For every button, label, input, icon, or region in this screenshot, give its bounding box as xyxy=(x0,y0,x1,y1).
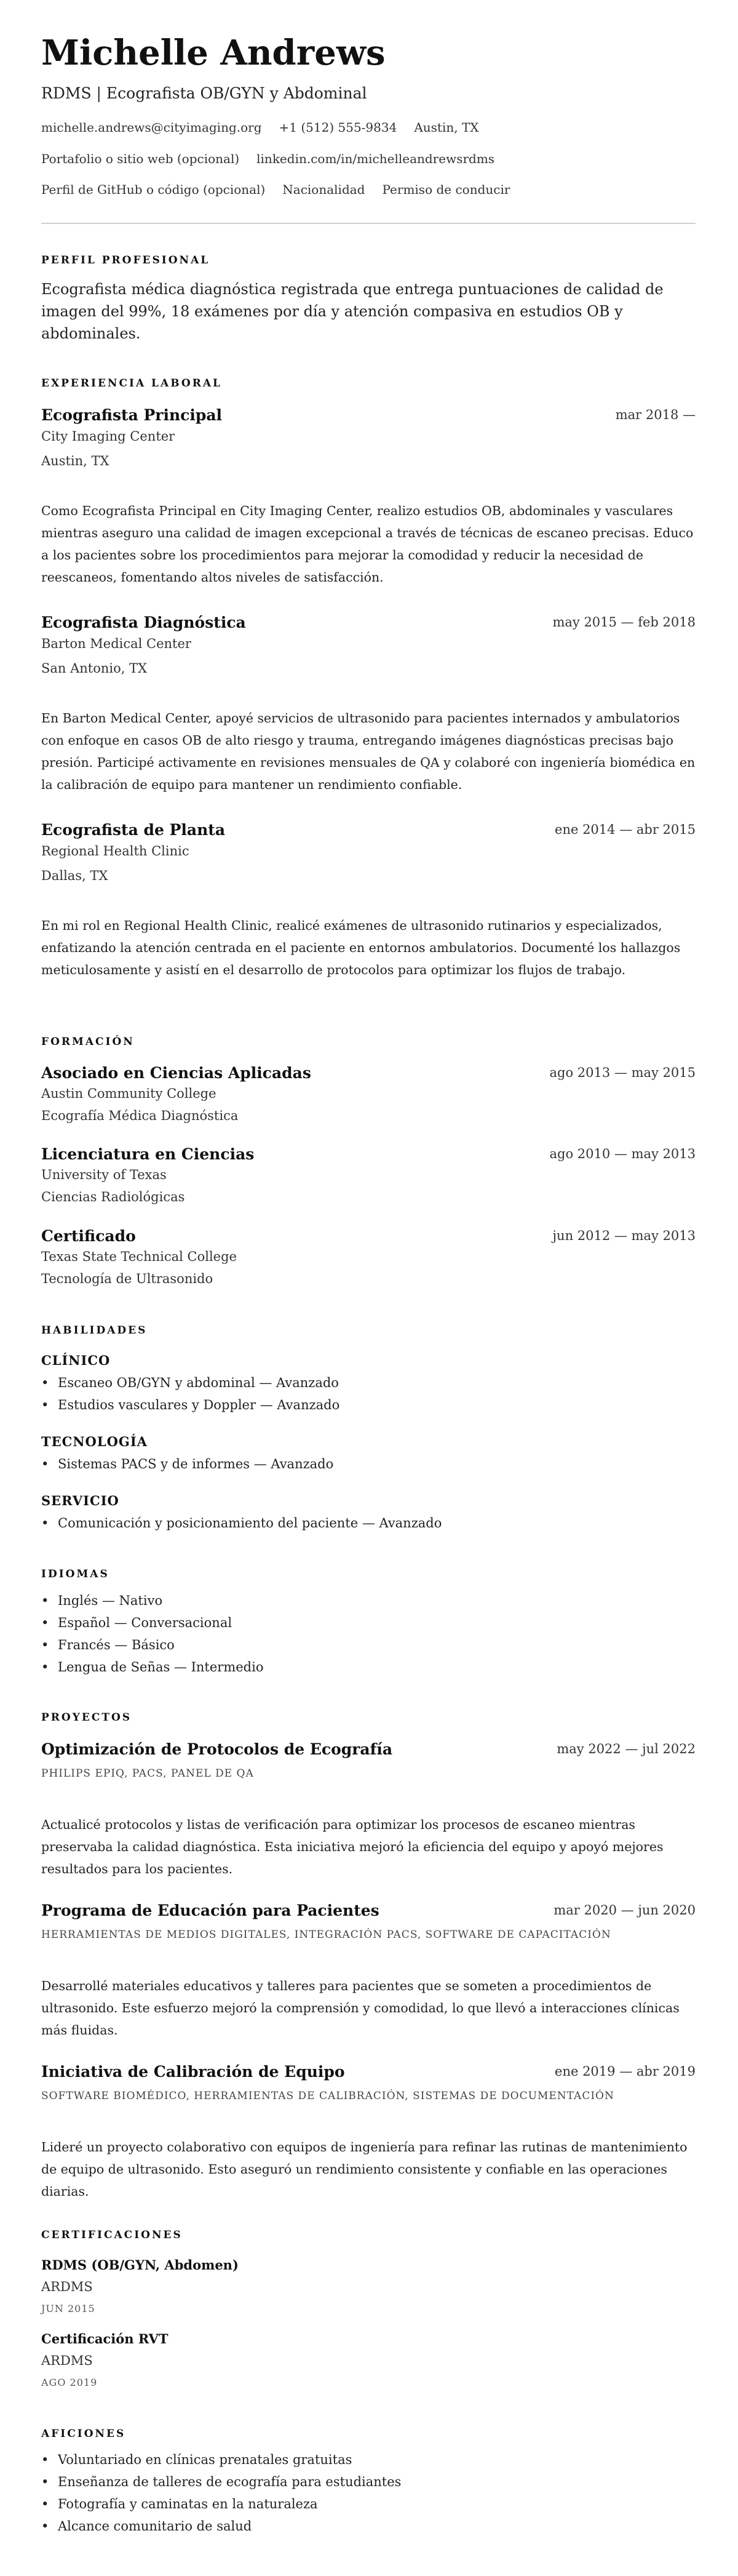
contact-row-primary xyxy=(41,120,496,135)
education-date: ago 2013 — may 2015 xyxy=(549,1065,696,1080)
project-tags: HERRAMIENTAS DE MEDIOS DIGITALES, INTEGRACIÓN PACS, SOFTWARE DE CAPACITACIÓN xyxy=(41,1929,611,1941)
certification-title: Certificación RVT xyxy=(41,2331,169,2346)
project-description: Lideré un proyecto colaborativo con equipos de ingeniería para refinar las rutinas de mantenimiento de equipo de ultrasonido. Esto aseguró un rendimiento consistente y confiable en las operaciones diarias. xyxy=(41,2140,688,2199)
project-tags: PHILIPS EPIQ, PACS, PANEL DE QA xyxy=(41,1767,254,1780)
experience-location: Austin, TX xyxy=(41,454,109,468)
contact-email[interactable]: michelle.andrews@cityimaging.org xyxy=(41,120,262,135)
project-title: Programa de Educación para Pacientes xyxy=(41,1902,379,1919)
education-degree: Asociado en Ciencias Aplicadas xyxy=(41,1064,311,1082)
experience-organization: Regional Health Clinic xyxy=(41,844,189,858)
languages-heading: IDIOMAS xyxy=(41,1568,109,1580)
projects-heading: PROYECTOS xyxy=(41,1711,132,1724)
experience-title: Ecografista Diagnóstica xyxy=(41,614,246,631)
education-date: jun 2012 — may 2013 xyxy=(552,1228,696,1243)
language-item: • Lengua de Señas — Intermedio xyxy=(58,1660,263,1675)
project-title: Iniciativa de Calibración de Equipo xyxy=(41,2063,345,2081)
education-degree: Licenciatura en Ciencias xyxy=(41,1145,255,1163)
contact-location: Austin, TX xyxy=(414,120,479,135)
contact-row-links xyxy=(41,151,512,166)
contact-github[interactable]: Perfil de GitHub o código (opcional) xyxy=(41,182,266,197)
education-school: Austin Community College xyxy=(41,1086,216,1101)
experience-heading: EXPERIENCIA LABORAL xyxy=(41,377,222,390)
experience-description: Como Ecografista Principal en City Imaging Center, realizo estudios OB, abdominales y vasculares mientras aseguro una calidad de imagen excepcional a través de técnicas de escaneo precisas. Educo a los pacientes sobre los procedimientos para mejorar la comodidad y reducir la necesidad de reescaneos, fomentando altos niveles de satisfacción. xyxy=(41,503,694,585)
candidate-headline: RDMS | Ecografista OB/GYN y Abdominal xyxy=(41,84,367,102)
language-item: • Español — Conversacional xyxy=(58,1615,232,1631)
project-date: may 2022 — jul 2022 xyxy=(557,1742,696,1756)
experience-location: Dallas, TX xyxy=(41,868,108,883)
header-divider xyxy=(41,223,696,224)
education-field: Ciencias Radiológicas xyxy=(41,1190,185,1204)
experience-description: En Barton Medical Center, apoyé servicios de ultrasonido para pacientes internados y ambulatorios con enfoque en casos OB de alto riesgo y trauma, entregando imágenes diagnósticas precisas bajo presión. Participé activamente en revisiones mensuales de QA y colaboré con ingeniería biomédica en la calibración de equipo para mantener un rendimiento confiable. xyxy=(41,711,696,792)
hobby-item: • Alcance comunitario de salud xyxy=(58,2519,252,2534)
hobbies-heading: AFICIONES xyxy=(41,2428,126,2440)
experience-organization: City Imaging Center xyxy=(41,429,175,444)
project-description: Actualicé protocolos y listas de verificación para optimizar los procesos de escaneo mientras preservaba la calidad diagnóstica. Esta iniciativa mejoró la eficiencia del equipo y apoyó mejores resultados para los pacientes. xyxy=(41,1817,664,1876)
experience-location: San Antonio, TX xyxy=(41,661,148,676)
language-item: • Inglés — Nativo xyxy=(58,1593,162,1609)
project-tags: SOFTWARE BIOMÉDICO, HERRAMIENTAS DE CALIBRACIÓN, SISTEMAS DE DOCUMENTACIÓN xyxy=(41,2090,614,2102)
contact-portfolio[interactable]: Portafolio o sitio web (opcional) xyxy=(41,151,240,166)
contact-phone[interactable]: +1 (512) 555-9834 xyxy=(279,120,397,135)
certifications-heading: CERTIFICACIONES xyxy=(41,2229,183,2241)
project-date: mar 2020 — jun 2020 xyxy=(554,1903,696,1918)
experience-description: En mi rol en Regional Health Clinic, realicé exámenes de ultrasonido rutinarios y especializados, enfatizando la atención centrada en el paciente en entornos ambulatorios. Documenté los hallazgos meticulosamente y asistí en el desarrollo de protocolos para optimizar los flujos de trabajo. xyxy=(41,918,681,977)
experience-organization: Barton Medical Center xyxy=(41,636,191,651)
skill-item: • Escaneo OB/GYN y abdominal — Avanzado xyxy=(58,1375,339,1391)
skill-item: • Estudios vasculares y Doppler — Avanzado xyxy=(58,1398,339,1413)
skill-item: • Sistemas PACS y de informes — Avanzado xyxy=(58,1457,333,1472)
hobby-item: • Fotografía y caminatas en la naturaleza xyxy=(58,2497,318,2512)
contact-linkedin[interactable]: linkedin.com/in/michelleandrewsrdms xyxy=(256,151,495,166)
education-field: Ecografía Médica Diagnóstica xyxy=(41,1108,239,1123)
language-item: • Francés — Básico xyxy=(58,1638,175,1653)
certification-date: JUN 2015 xyxy=(41,2303,95,2314)
certification-title: RDMS (OB/GYN, Abdomen) xyxy=(41,2257,239,2273)
education-degree: Certificado xyxy=(41,1227,136,1245)
experience-date: mar 2018 — xyxy=(615,407,696,422)
skill-group-name: TECNOLOGÍA xyxy=(41,1434,148,1449)
education-school: University of Texas xyxy=(41,1167,167,1182)
experience-title: Ecografista Principal xyxy=(41,406,223,424)
experience-date: ene 2014 — abr 2015 xyxy=(555,822,696,837)
skill-group-name: CLÍNICO xyxy=(41,1353,111,1368)
certification-issuer: ARDMS xyxy=(41,2279,93,2294)
hobby-item: • Enseñanza de talleres de ecografía para estudiantes xyxy=(58,2474,401,2490)
education-school: Texas State Technical College xyxy=(41,1249,237,1264)
experience-date: may 2015 — feb 2018 xyxy=(552,615,696,630)
skills-heading: HABILIDADES xyxy=(41,1324,148,1337)
skill-item: • Comunicación y posicionamiento del paciente — Avanzado xyxy=(58,1516,442,1531)
project-date: ene 2019 — abr 2019 xyxy=(555,2064,696,2079)
education-date: ago 2010 — may 2013 xyxy=(549,1146,696,1161)
project-description: Desarrollé materiales educativos y talleres para pacientes que se someten a procedimientos de ultrasonido. Este esfuerzo mejoró la comprensión y comodidad, lo que llevó a interacciones clínicas más fluidas. xyxy=(41,1978,680,2038)
contact-license: Permiso de conducir xyxy=(382,182,510,197)
project-title: Optimización de Protocolos de Ecografía xyxy=(41,1740,393,1758)
contact-row-extra xyxy=(41,182,527,197)
certification-issuer: ARDMS xyxy=(41,2353,93,2368)
skill-group-name: SERVICIO xyxy=(41,1493,119,1508)
summary-heading: PERFIL PROFESIONAL xyxy=(41,254,210,266)
candidate-name: Michelle Andrews xyxy=(41,33,386,73)
education-heading: FORMACIÓN xyxy=(41,1036,135,1048)
contact-nationality: Nacionalidad xyxy=(282,182,365,197)
hobby-item: • Voluntariado en clínicas prenatales gratuitas xyxy=(58,2452,352,2468)
summary-text: Ecografista médica diagnóstica registrada que entrega puntuaciones de calidad de imagen del 99%, 18 exámenes por día y atención compasiva en estudios OB y abdominales. xyxy=(41,281,664,342)
experience-title: Ecografista de Planta xyxy=(41,821,226,839)
certification-date: AGO 2019 xyxy=(41,2377,98,2388)
education-field: Tecnología de Ultrasonido xyxy=(41,1271,213,1286)
